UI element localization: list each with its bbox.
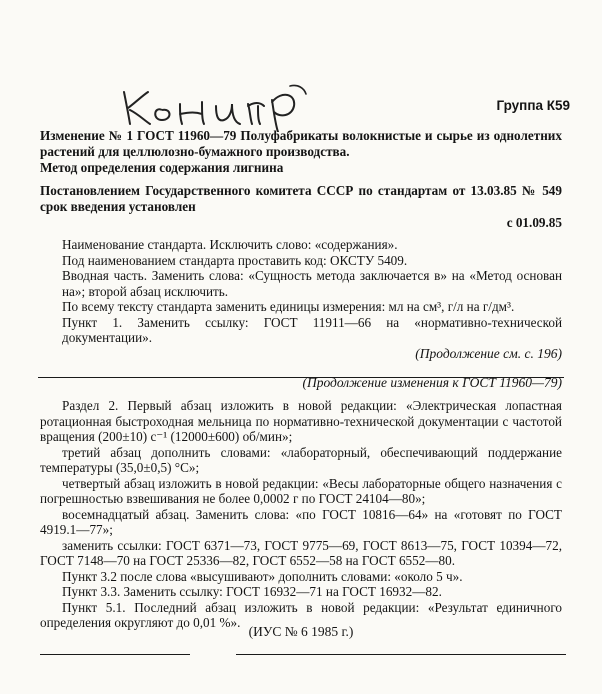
change-title: Изменение № 1 ГОСТ 11960—79 Полуфабрикаты волокнистые и сырье из однолетних растений для целлюлозно-бумажного производства. bbox=[40, 128, 562, 159]
divider bbox=[40, 654, 190, 655]
divider bbox=[236, 654, 566, 655]
continuation-note: (Продолжение см. с. 196) bbox=[415, 346, 562, 361]
group-code: Группа К59 bbox=[496, 98, 570, 113]
paragraph: Пункт 3.3. Заменить ссылку: ГОСТ 16932—71 на ГОСТ 16932—82. bbox=[62, 584, 442, 599]
effective-date: с 01.09.85 bbox=[506, 215, 562, 230]
paragraph: Раздел 2. Первый абзац изложить в новой редакции: «Электрическая лопастная ротационная быстроходная мельница по нормативно-технической документации с частотой вращения (200±10) с⁻¹ (12000±600) об/мин»; bbox=[40, 398, 562, 444]
paragraph: Пункт 3.2 после слова «высушивают» дополнить словами: «около 5 ч». bbox=[62, 568, 463, 584]
footer-source: (ИУС № 6 1985 г.) bbox=[248, 624, 354, 639]
paragraph: Наименование стандарта. Исключить слово: «содержания». bbox=[62, 237, 398, 252]
section-body-1 bbox=[62, 237, 562, 346]
continued-header: (Продолжение изменения к ГОСТ 11960—79) bbox=[302, 375, 562, 390]
paragraph: Под наименованием стандарта проставить код: ОКСТУ 5409. bbox=[62, 252, 408, 268]
paragraph: третий абзац дополнить словами: «лабораторный, обеспечивающий поддержание температуры (35,0±0,5) °С»; bbox=[40, 444, 562, 475]
paragraph: Пункт 5.1. Последний абзац изложить в новой редакции: «Результат единичного определения округляют до 0,01 %». bbox=[40, 599, 562, 630]
paragraph: Вводная часть. Заменить слова: «Сущность метода заключается в» на «Метод основан на»; второй абзац исключить. bbox=[62, 268, 562, 299]
paragraph: заменить ссылки: ГОСТ 6371—73, ГОСТ 9775—69, ГОСТ 8613—75, ГОСТ 10394—72, ГОСТ 7148—70 на ГОСТ 25336—82, ГОСТ 6552—58 на ГОСТ 6552—80. bbox=[40, 537, 562, 568]
handwritten-stamp bbox=[118, 80, 318, 132]
handwritten-signature-icon bbox=[118, 80, 318, 132]
paragraph: По всему тексту стандарта заменить единицы измерения: мл на см³, г/л на г/дм³. bbox=[62, 299, 515, 314]
method-title: Метод определения содержания лигнина bbox=[40, 160, 284, 175]
paragraph: четвертый абзац изложить в новой редакции: «Весы лабораторные общего назначения с погрешностью взвешивания не более 0,0002 г по ГОСТ 24104—80»; bbox=[40, 475, 562, 506]
resolution-text: Постановлением Государственного комитета СССР по стандартам от 13.03.85 № 549 срок введения установлен bbox=[40, 183, 562, 214]
paragraph: Пункт 1. Заменить ссылку: ГОСТ 11911—66 на «нормативно-технической документации». bbox=[62, 314, 562, 345]
section-body-2 bbox=[40, 398, 562, 631]
paragraph: восемнадцатый абзац. Заменить слова: «по ГОСТ 10816—64» на «готовят по ГОСТ 4919.1—77»; bbox=[40, 506, 562, 537]
